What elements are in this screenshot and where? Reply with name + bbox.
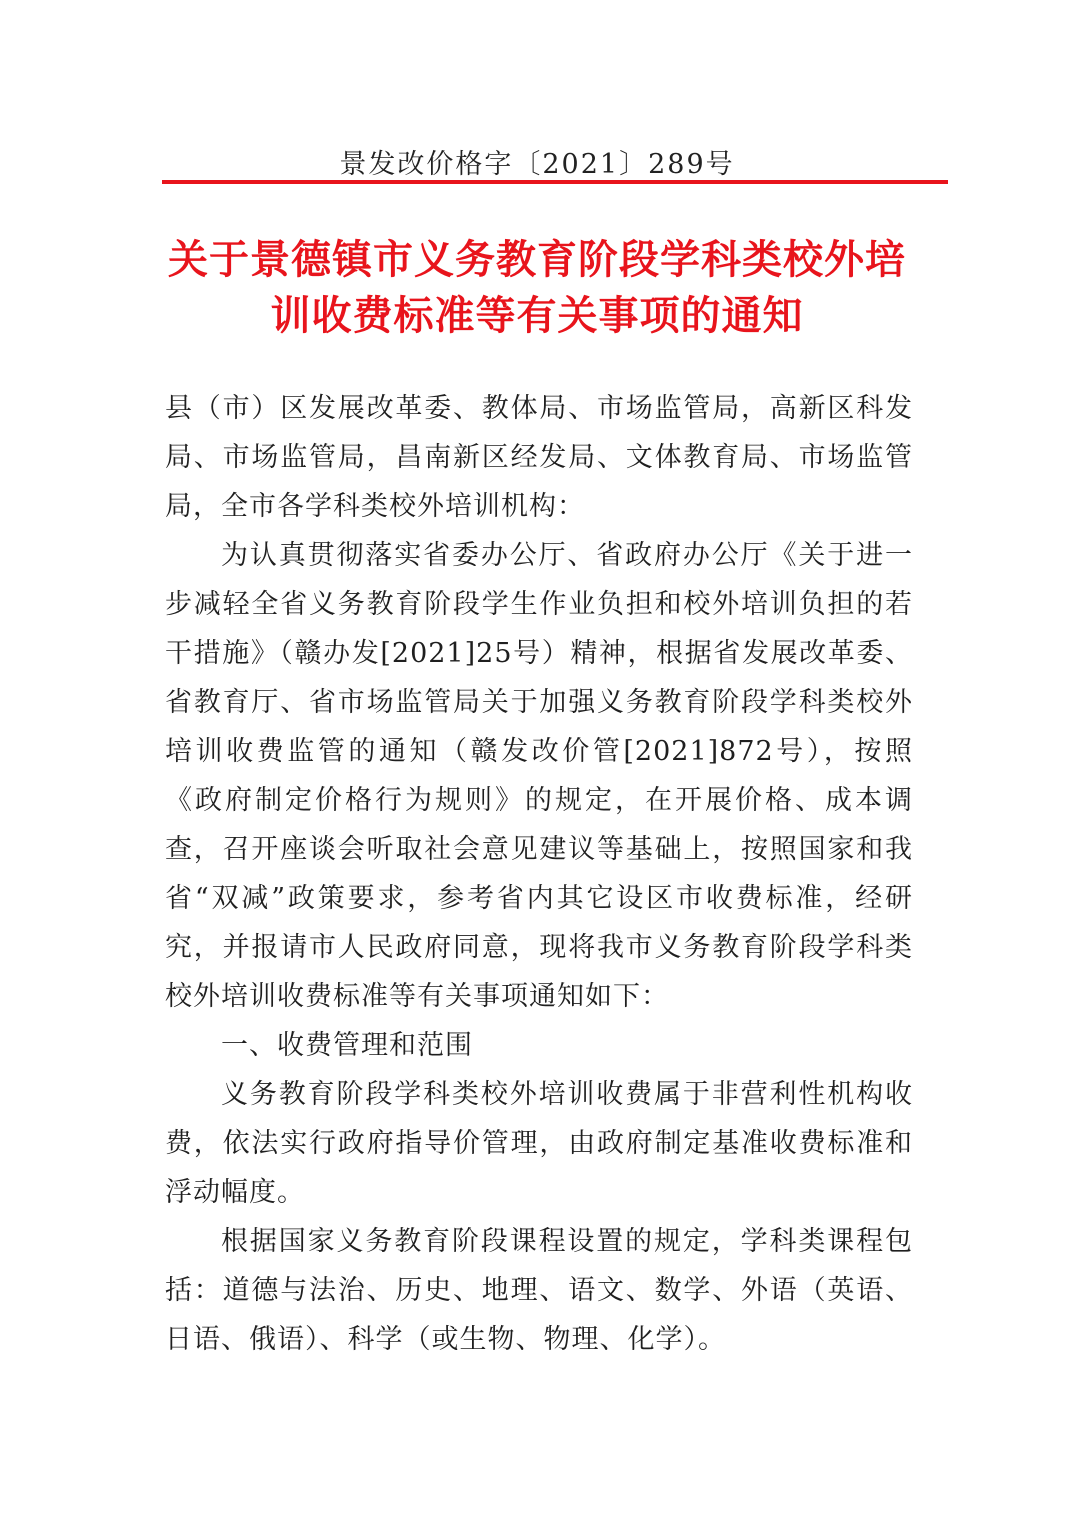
document-title (150, 232, 924, 344)
section-1-heading: 一、收费管理和范围 (221, 1030, 473, 1061)
addressee-paragraph: 县（市）区发展改革委、教体局、市场监管局，高新区科发局、市场监管局，昌南新区经发局、文体教育局、市场监管局，全市各学科类校外培训机构： (165, 393, 913, 522)
document-body (165, 384, 913, 1364)
title-line-1: 关于景德镇市义务教育阶段学科类校外培 (168, 237, 906, 283)
document-number: 景发改价格字〔2021〕289号 (339, 149, 735, 180)
section-1-paragraph-1: 义务教育阶段学科类校外培训收费属于非营利性机构收费，依法实行政府指导价管理，由政府制定基准收费标准和浮动幅度。 (165, 1079, 913, 1208)
title-line-2: 训收费标准等有关事项的通知 (270, 293, 804, 339)
intro-paragraph: 为认真贯彻落实省委办公厅、省政府办公厅《关于进一步减轻全省义务教育阶段学生作业负担和校外培训负担的若干措施》（赣办发[2021]25号）精神，根据省发展改革委、省教育厅、省市场监管局关于加强义务教育阶段学科类校外培训收费监管的通知（赣发改价管[2021]872号），按照《政府制定价格行为规则》的规定，在开展价格、成本调查，召开座谈会听取社会意见建议等基础上，按照国家和我省“双减”政策要求，参考省内其它设区市收费标准，经研究，并报请市人民政府同意，现将我市义务教育阶段学科类校外培训收费标准等有关事项通知如下： (165, 540, 913, 1012)
section-1-paragraph-2: 根据国家义务教育阶段课程设置的规定，学科类课程包括：道德与法治、历史、地理、语文、数学、外语（英语、日语、俄语）、科学（或生物、物理、化学）。 (165, 1226, 913, 1355)
red-header-rule (162, 180, 948, 184)
